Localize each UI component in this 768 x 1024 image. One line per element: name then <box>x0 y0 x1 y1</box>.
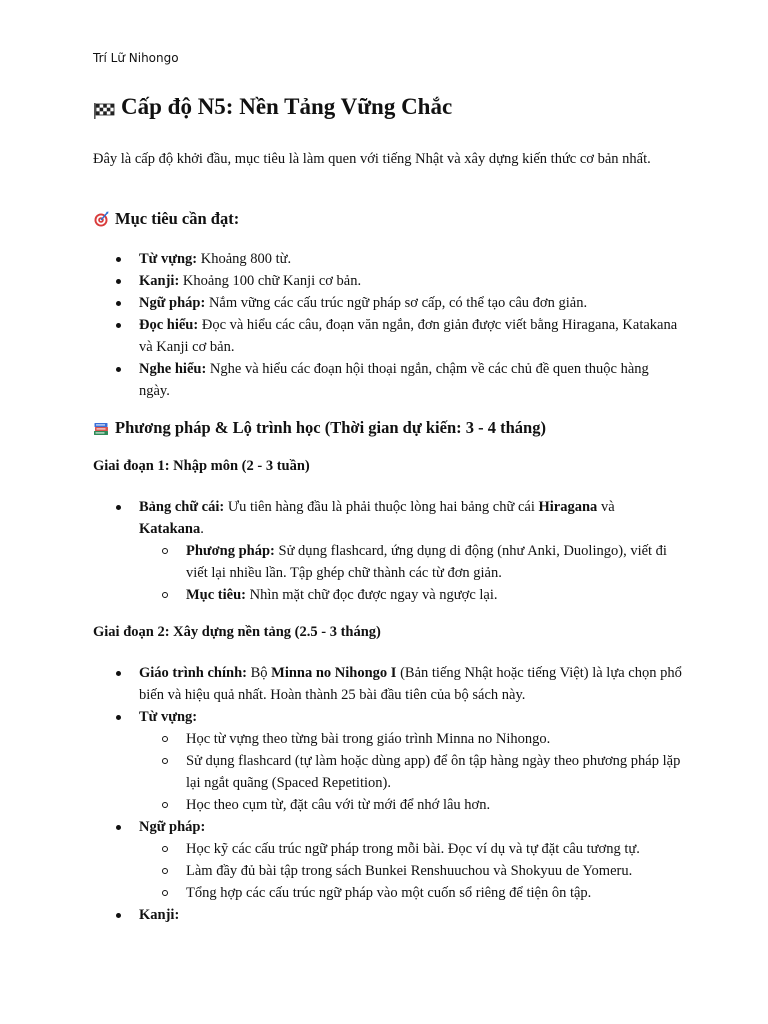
item-text: Ưu tiên hàng đầu là phải thuộc lòng hai bảng chữ cái <box>224 499 539 515</box>
list-item <box>93 904 683 926</box>
vocab-sublist <box>139 728 683 816</box>
sub-list-item: Học theo cụm từ, đặt câu với từ mới để nhớ lâu hơn. <box>139 794 683 816</box>
item-text: (Bản tiếng Nhật hoặc tiếng Việt) là lựa chọn phổ biến và hiệu quả nhất. Hoàn thành 25 bài đầu tiên của bộ sách này. <box>139 665 682 703</box>
grammar-sublist <box>139 838 683 904</box>
item-label: Kanji: <box>139 273 180 289</box>
target-icon <box>93 211 109 227</box>
list-item <box>93 706 683 816</box>
sub-list-item <box>139 584 683 606</box>
phase1-list <box>93 496 683 606</box>
list-item <box>93 496 683 606</box>
sub-item-text: Sử dụng flashcard, ứng dụng di động (như Anki, Duolingo), viết đi viết lại nhiều lần. Tập ghép chữ thành các từ đơn giản. <box>186 543 667 581</box>
list-item <box>93 816 683 904</box>
sub-item-text: Nhìn mặt chữ đọc được ngay và ngược lại. <box>246 587 498 603</box>
sub-item-label: Mục tiêu: <box>186 587 246 603</box>
header-text: Trí Lữ Nihongo <box>93 51 179 65</box>
books-icon <box>93 420 109 436</box>
sub-item-label: Phương pháp: <box>186 543 275 559</box>
method-heading <box>93 418 546 438</box>
sub-list-item: Sử dụng flashcard (tự làm hoặc dùng app) để ôn tập hàng ngày theo phương pháp lặp lại ngắt quãng (Spaced Repetition). <box>139 750 683 794</box>
hiragana-term: Hiragana <box>538 499 598 515</box>
goals-heading <box>93 209 239 229</box>
item-text: Khoảng 100 chữ Kanji cơ bản. <box>179 273 362 289</box>
item-label: Nghe hiểu: <box>139 361 207 377</box>
item-text: Nghe và hiểu các đoạn hội thoại ngắn, chậm về các chủ đề quen thuộc hàng ngày. <box>139 361 649 399</box>
item-label: Kanji: <box>139 907 180 923</box>
item-label: Ngữ pháp: <box>139 295 206 311</box>
phase1-sublist <box>139 540 683 606</box>
item-text: và <box>597 499 615 515</box>
chequered-flag-icon <box>93 99 115 115</box>
item-label: Giáo trình chính: <box>139 665 247 681</box>
item-label: Từ vựng: <box>139 709 198 725</box>
goals-list <box>93 248 683 402</box>
phase2-heading: Giai đoạn 2: Xây dựng nền tảng (2.5 - 3 tháng) <box>93 624 381 640</box>
page-title <box>93 94 452 120</box>
list-item <box>93 314 683 358</box>
item-label: Bảng chữ cái: <box>139 499 225 515</box>
list-item <box>93 292 683 314</box>
sub-list-item <box>139 540 683 584</box>
phase1-heading: Giai đoạn 1: Nhập môn (2 - 3 tuần) <box>93 458 310 474</box>
item-text: . <box>200 521 204 537</box>
katakana-term: Katakana <box>139 521 201 537</box>
item-text: Khoảng 800 từ. <box>197 251 292 267</box>
list-item <box>93 248 683 270</box>
phase2-list <box>93 662 683 926</box>
item-label: Đọc hiểu: <box>139 317 199 333</box>
textbook-name: Minna no Nihongo I <box>271 665 397 681</box>
sub-list-item: Học từ vựng theo từng bài trong giáo trình Minna no Nihongo. <box>139 728 683 750</box>
list-item <box>93 358 683 402</box>
item-label: Từ vựng: <box>139 251 198 267</box>
list-item <box>93 662 683 706</box>
method-heading-text: Phương pháp & Lộ trình học (Thời gian dự kiến: 3 - 4 tháng) <box>115 418 546 437</box>
intro-paragraph: Đây là cấp độ khởi đầu, mục tiêu là làm quen với tiếng Nhật và xây dựng kiến thức cơ bản nhất. <box>93 151 651 167</box>
page-title-text: Cấp độ N5: Nền Tảng Vững Chắc <box>121 94 453 119</box>
sub-list-item: Làm đầy đủ bài tập trong sách Bunkei Renshuuchou và Shokyuu de Yomeru. <box>139 860 683 882</box>
sub-list-item: Học kỹ các cấu trúc ngữ pháp trong mỗi bài. Đọc ví dụ và tự đặt câu tương tự. <box>139 838 683 860</box>
list-item <box>93 270 683 292</box>
sub-list-item: Tổng hợp các cấu trúc ngữ pháp vào một cuốn sổ riêng để tiện ôn tập. <box>139 882 683 904</box>
goals-heading-text: Mục tiêu cần đạt: <box>115 209 240 228</box>
item-text: Đọc và hiểu các câu, đoạn văn ngắn, đơn giản được viết bằng Hiragana, Katakana và Kanji cơ bản. <box>139 317 678 355</box>
item-text: Nắm vững các cấu trúc ngữ pháp sơ cấp, có thể tạo câu đơn giản. <box>205 295 588 311</box>
item-label: Ngữ pháp: <box>139 819 206 835</box>
item-text: Bộ <box>246 665 272 681</box>
